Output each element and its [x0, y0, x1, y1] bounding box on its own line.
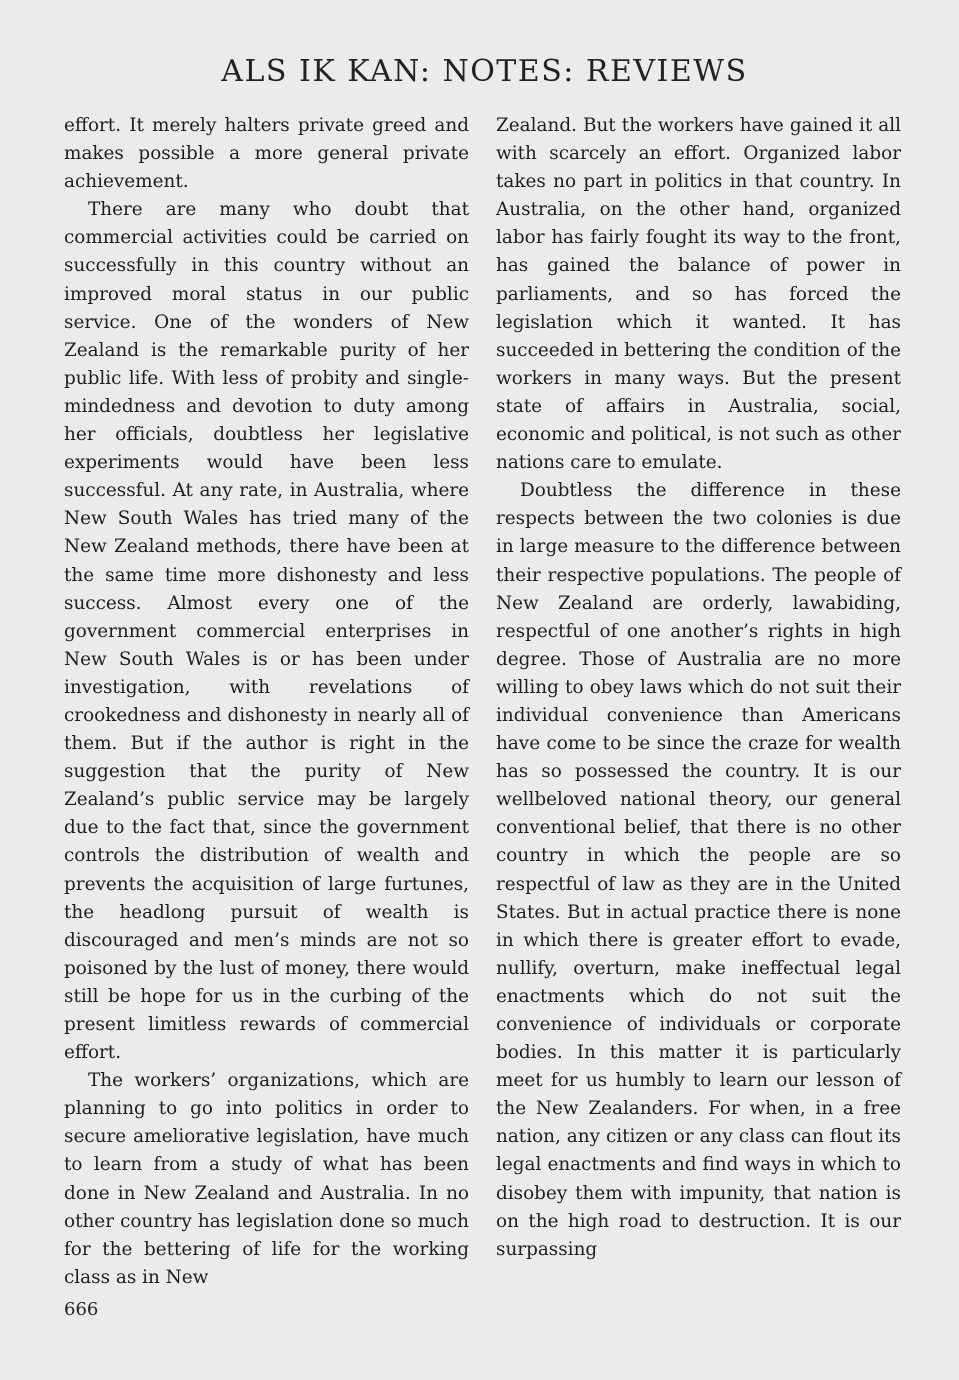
paragraph-public-service: There are many who doubt that commercial activities could be carried on successfully in this country without an improved moral status in our public service. One of the wonders of New Zealand is the remarkable purity of her public life. With less of probity and single-mindedness and devotion to duty among her officials, doubtless her legislative experiments would have been less successful. At any rate, in Australia, where New South Wales has tried many of the New Zealand methods, there have been at the same time more dishonesty and less success. Almost every one of the government commercial enterprises in New South Wales is or has been under investigation, with revelations of crookedness and dishonesty in nearly all of them. But if the author is right in the suggestion that the purity of New Zealand’s public service may be largely due to the fact that, since the government controls the distribution of wealth and prevents the acquisition of large furtunes, the headlong pursuit of wealth is discouraged and men’s minds are not so poisoned by the lust of money, there would still be hope for us in the curbing of the present limitless rewards of commercial effort. [64, 199, 469, 1064]
paragraph-continuation: effort. It merely halters private greed and makes possible a more general private achievement. [64, 115, 469, 193]
right-column [496, 112, 901, 1264]
left-column [64, 112, 469, 1292]
paragraph-workers-organizations: The workers’ organizations, which are planning to go into politics in order to secure ameliorative legislation, have much to learn from a study of what has been done in New Zealand and Australia. In no other country has legislation done so much for the bettering of life for the working class as in New [64, 1070, 469, 1288]
paragraph-populations: Doubtless the difference in these respects between the two colonies is due in large measure to the difference between their respective populations. The people of New Zealand are orderly, lawabiding, respectful of one another’s rights in high degree. Those of Australia are no more willing to obey laws which do not suit their individual convenience than Americans have come to be since the craze for wealth has so possessed the country. It is our wellbeloved national theory, our general conventional belief, that there is no other country in which the people are so respectful of law as they are in the United States. But in actual practice there is none in which there is greater effort to evade, nullify, overturn, make ineffectual legal enactments which do not suit the convenience of individuals or corporate bodies. In this matter it is particularly meet for us humbly to learn our lesson of the New Zealanders. For when, in a free nation, any citizen or any class can flout its legal enactments and find ways in which to disobey them with impunity, that nation is on the high road to destruction. It is our surpassing [496, 480, 901, 1260]
running-head: ALS IK KAN: NOTES: REVIEWS [221, 54, 748, 89]
paragraph-organized-labor: Zealand. But the workers have gained it all with scarcely an effort. Organized labor takes no part in politics in that country. In Australia, on the other hand, organized labor has fairly fought its way to the front, has gained the balance of power in parliaments, and so has forced the legislation which it wanted. It has succeeded in bettering the condition of the workers in many ways. But the present state of affairs in Australia, social, economic and political, is not such as other nations care to emulate. [496, 115, 901, 474]
page-number: 666 [64, 1299, 99, 1320]
